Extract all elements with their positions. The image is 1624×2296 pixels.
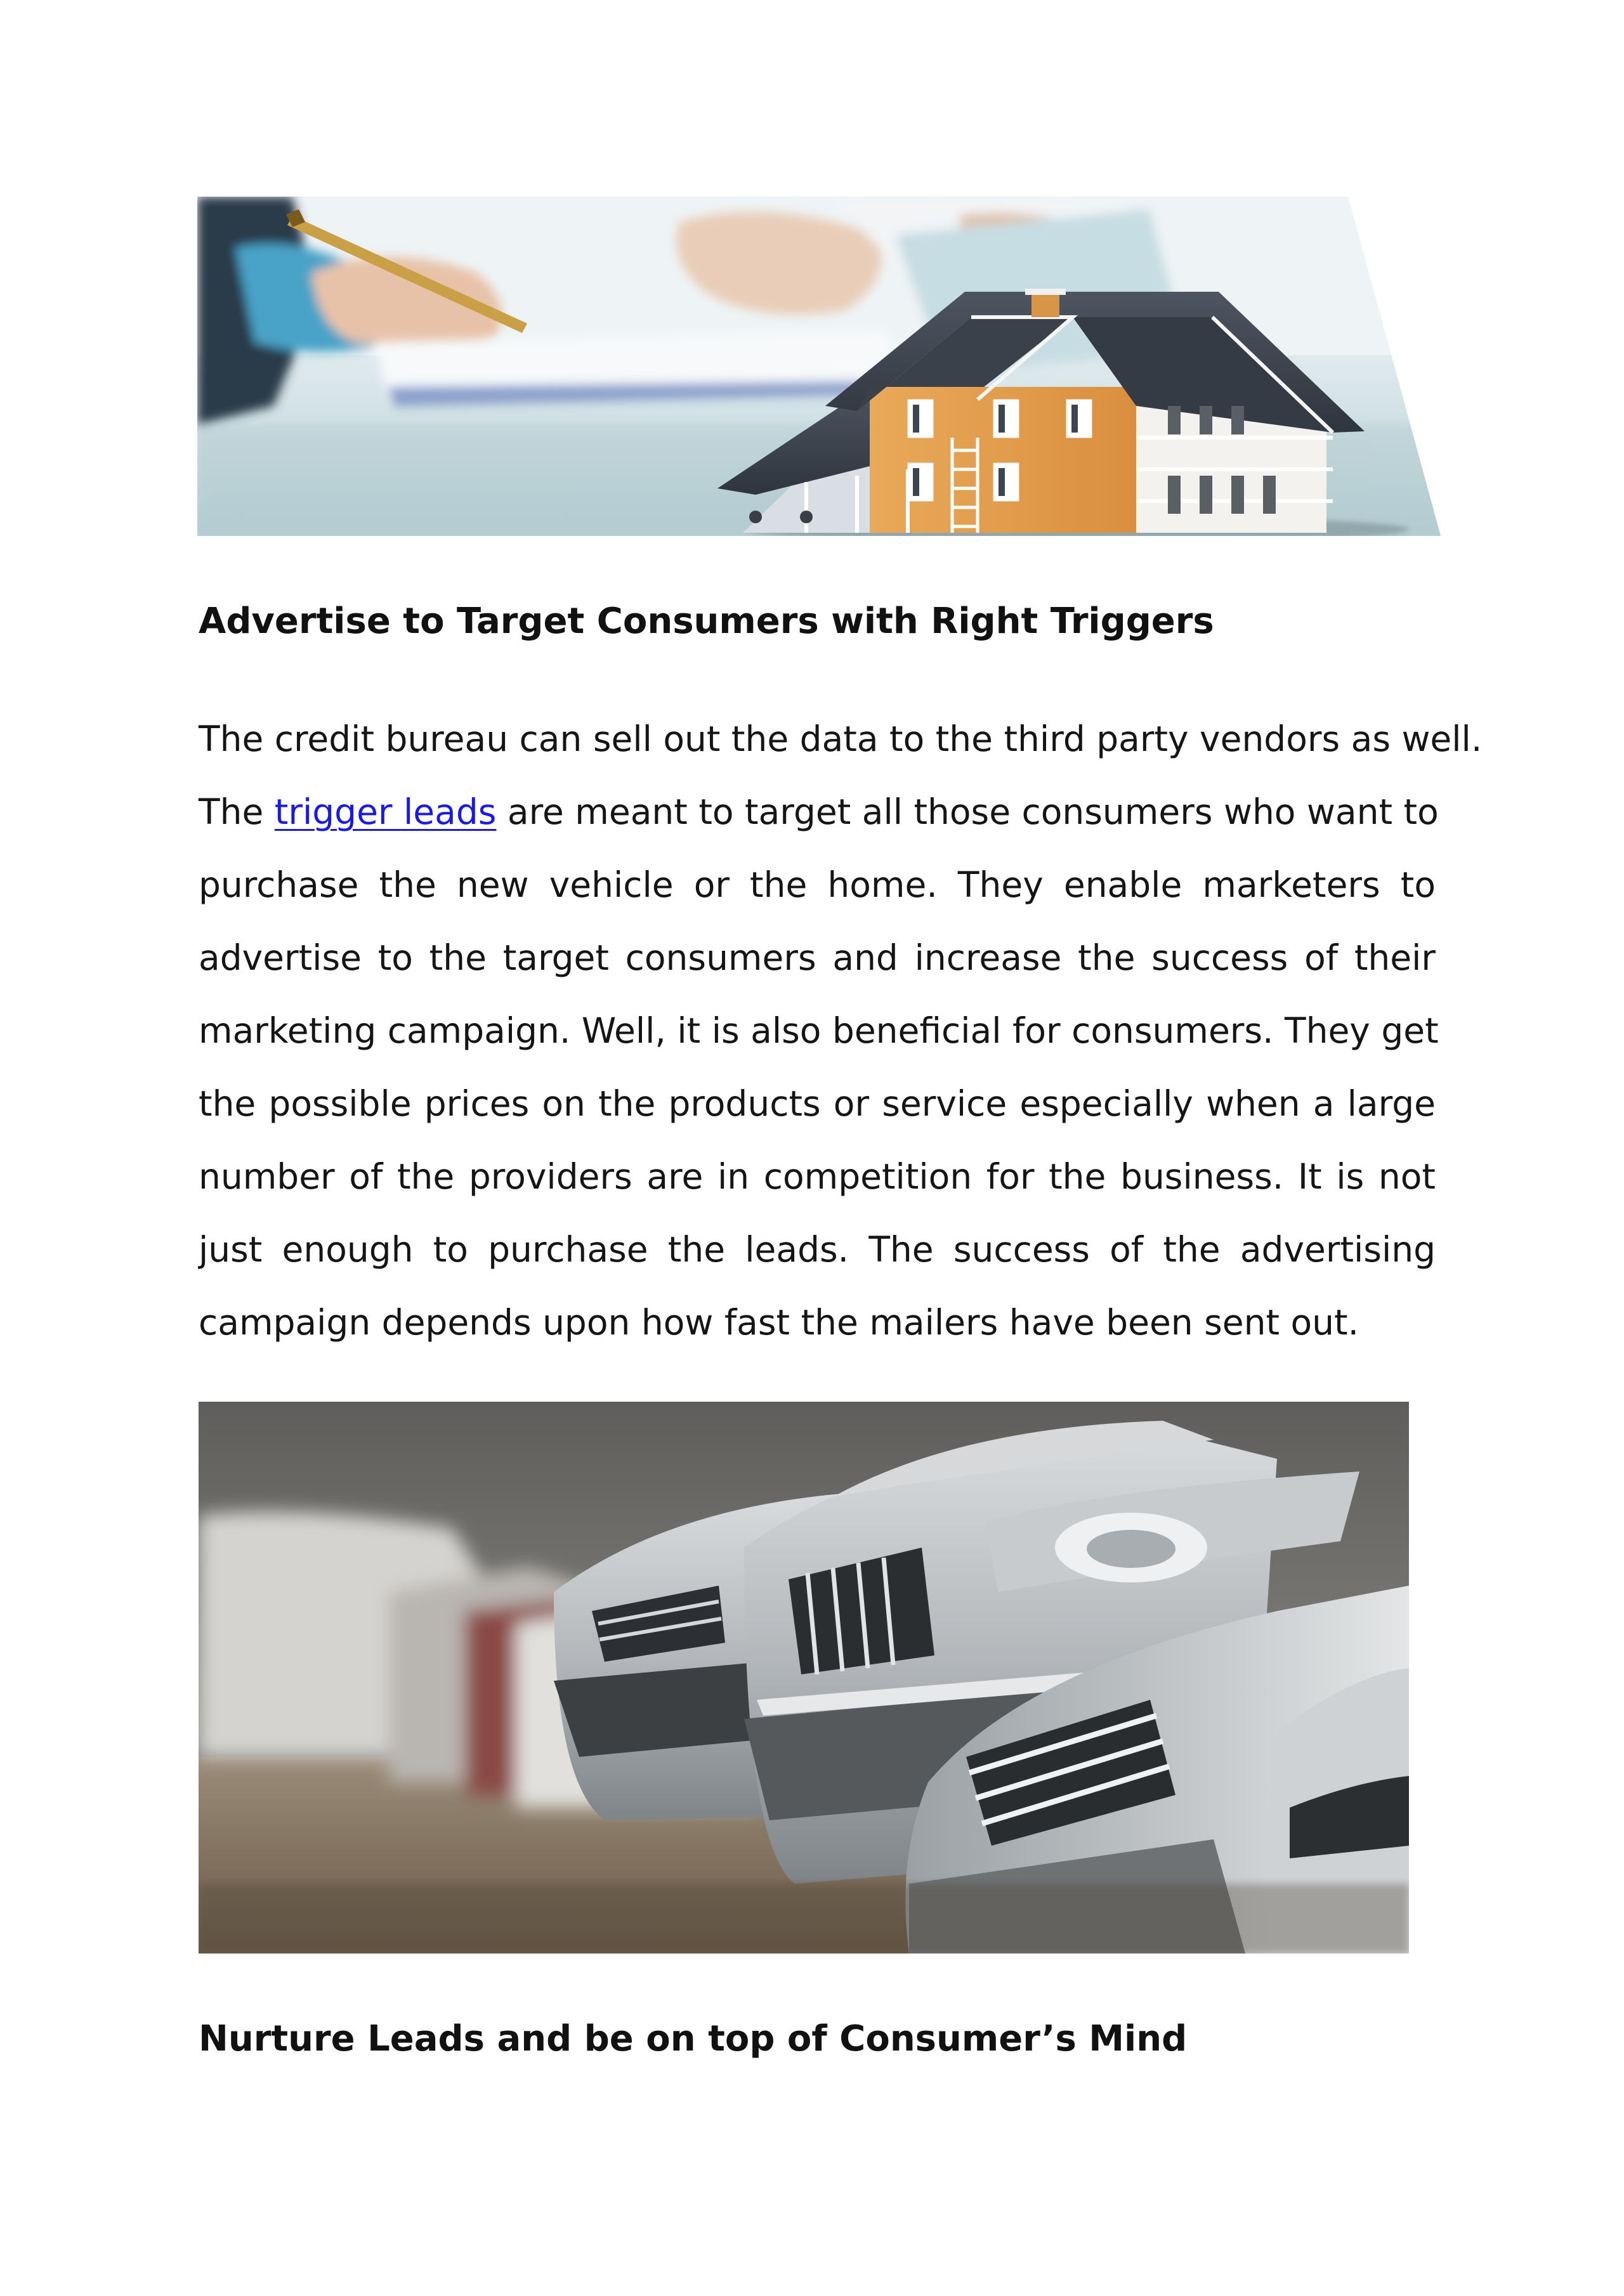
parked-cars-image (199, 1402, 1409, 1954)
paragraph-line: campaign depends upon how fast the mailers have been sent out. (199, 1302, 1359, 1343)
paragraph-line: purchase the new vehicle or the home. They enable marketers to (199, 864, 1436, 905)
paragraph-line: the possible prices on the products or service especially when a large (199, 1083, 1436, 1124)
section-heading-advertise: Advertise to Target Consumers with Right Triggers (199, 601, 1214, 642)
house-documents-image (197, 197, 1441, 536)
paragraph-line: number of the providers are in competition for the business. It is not (199, 1156, 1436, 1197)
paragraph-text: The (199, 792, 275, 832)
paragraph-text: are meant to target all those consumers who want to (496, 792, 1439, 832)
body-paragraph (199, 703, 1483, 1359)
paragraph-line: advertise to the target consumers and increase the success of their (199, 937, 1436, 978)
paragraph-line: The credit bureau can sell out the data to the third party vendors as well. (199, 719, 1483, 759)
trigger-leads-link[interactable]: trigger leads (274, 792, 497, 832)
paragraph-line: marketing campaign. Well, it is also beneficial for consumers. They get (199, 1010, 1439, 1051)
paragraph-line: just enough to purchase the leads. The success of the advertising (199, 1229, 1436, 1270)
paragraph-line-with-link (199, 776, 1439, 849)
section-heading-nurture: Nurture Leads and be on top of Consumer’s Mind (199, 2018, 1188, 2059)
